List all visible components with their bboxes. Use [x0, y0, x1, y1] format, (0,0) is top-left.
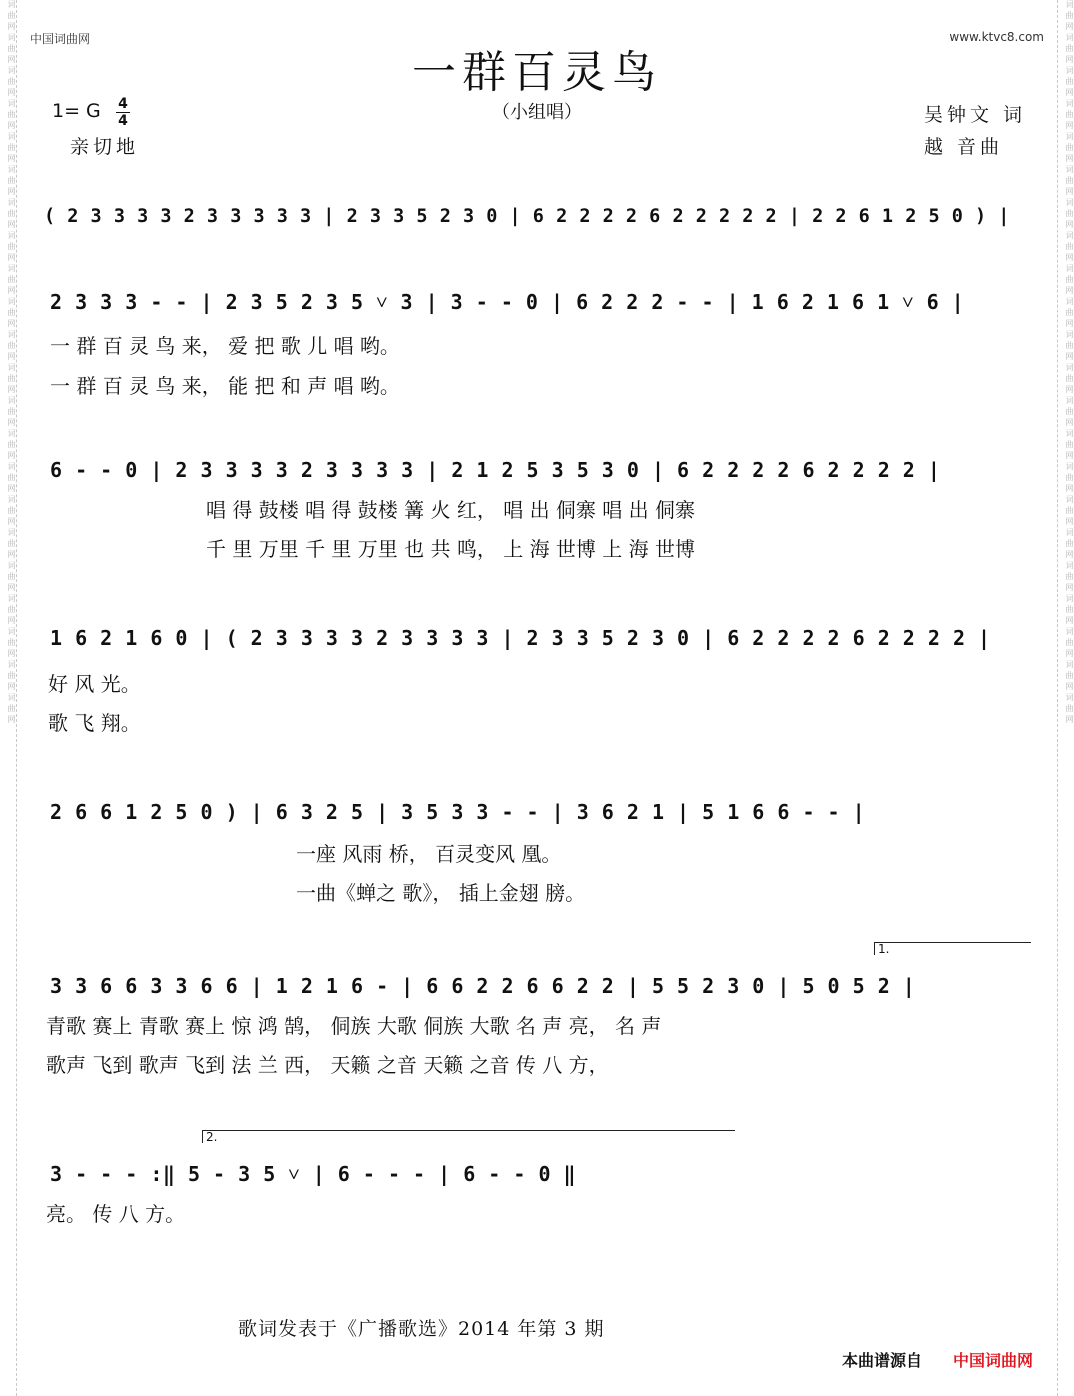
key-signature: 1= G — [52, 100, 101, 122]
lyric-line-5b: 一曲《蝉之 歌》， 插上金翅 膀。 — [296, 881, 586, 905]
first-ending-bracket — [874, 942, 1031, 955]
lyricist-credit: 吴钟文 词 — [924, 104, 1027, 126]
publication-note: 歌词发表于《广播歌选》2014 年第 3 期 — [238, 1318, 605, 1340]
notation-line-2: 2 3 3 3 - - | 2 3 5 2 3 5 ˅ 3 | 3 - - 0 | 6 2 2 2 - - | 1 6 2 1 6 1 ˅ 6 | — [50, 290, 965, 314]
notation-line-4: 1 6 2 1 6 0 | ( 2 3 3 3 3 2 3 3 3 3 | 2 3 3 5 2 3 0 | 6 2 2 2 2 6 2 2 2 2 | — [50, 626, 991, 650]
lyric-line-3a: 唱 得 鼓楼 唱 得 鼓楼 篝 火 红， 唱 出 侗寨 唱 出 侗寨 — [206, 498, 696, 522]
second-ending-label: 2. — [206, 1130, 218, 1144]
source-label: 本曲谱源自 — [842, 1351, 923, 1370]
lyric-line-7a: 亮。 传 八 方。 — [46, 1202, 186, 1226]
lyric-line-2a: 一 群 百 灵 鸟 来， 爱 把 歌 儿 唱 哟。 — [50, 334, 400, 358]
notation-line-1: ( 2 3 3 3 3 2 3 3 3 3 3 | 2 3 3 5 2 3 0 | 6 2 2 2 2 6 2 2 2 2 2 | 2 2 6 1 2 5 0 ) | — [44, 206, 1010, 227]
song-subtitle: （小组唱） — [492, 102, 582, 123]
composer-credit: 越 音曲 — [924, 136, 1004, 158]
notation-line-3: 6 - - 0 | 2 3 3 3 3 2 3 3 3 3 | 2 1 2 5 3 5 3 0 | 6 2 2 2 2 6 2 2 2 2 | — [50, 458, 941, 482]
notation-line-5: 2 6 6 1 2 5 0 ) | 6 3 2 5 | 3 5 3 3 - - | 3 6 2 1 | 5 1 6 6 - - | — [50, 800, 866, 824]
left-margin-line — [16, 0, 17, 1396]
lyric-line-6a: 青歌 赛上 青歌 赛上 惊 鸿 鹄， 侗族 大歌 侗族 大歌 名 声 亮， 名 声 — [46, 1014, 662, 1038]
second-ending-bracket — [202, 1130, 735, 1143]
lyric-line-4b: 歌 飞 翔。 — [48, 711, 141, 735]
lyric-line-5a: 一座 风雨 桥， 百灵变风 凰。 — [296, 842, 562, 866]
source-site-link[interactable]: 中国词曲网 — [953, 1351, 1034, 1370]
lyric-line-4a: 好 风 光。 — [48, 672, 141, 696]
song-title: 一群百灵鸟 — [412, 47, 662, 98]
notation-line-7: 3 - - - :‖ 5 - 3 5 ˅ | 6 - - - | 6 - - 0 ‖ — [50, 1162, 577, 1186]
left-watermark: 词曲网词曲网词曲网词曲网词曲网词曲网词曲网词曲网词曲网词曲网词曲网词曲网词曲网词曲网词曲网词曲网词曲网词曲网词曲网词曲网词曲网词曲网 — [7, 0, 16, 726]
time-sig-bottom: 4 — [118, 113, 128, 129]
right-margin-line — [1057, 0, 1058, 1396]
site-name-left[interactable]: 中国词曲网 — [30, 32, 91, 46]
notation-line-6: 3 3 6 6 3 3 6 6 | 1 2 1 6 - | 6 6 2 2 6 6 2 2 | 5 5 2 3 0 | 5 0 5 2 | — [50, 974, 916, 998]
first-ending-label: 1. — [878, 942, 890, 956]
lyric-line-6b: 歌声 飞到 歌声 飞到 法 兰 西， 天籁 之音 天籁 之音 传 八 方， — [46, 1053, 609, 1077]
time-sig-top: 4 — [118, 96, 128, 112]
lyric-line-2b: 一 群 百 灵 鸟 来， 能 把 和 声 唱 哟。 — [50, 374, 400, 398]
tempo-marking: 亲切地 — [70, 136, 140, 158]
site-url-right[interactable]: www.ktvc8.com — [949, 30, 1044, 44]
lyric-line-3b: 千 里 万里 千 里 万里 也 共 鸣， 上 海 世博 上 海 世博 — [206, 537, 696, 561]
right-watermark: 词曲网词曲网词曲网词曲网词曲网词曲网词曲网词曲网词曲网词曲网词曲网词曲网词曲网词曲网词曲网词曲网词曲网词曲网词曲网词曲网词曲网词曲网 — [1065, 0, 1074, 726]
time-signature — [116, 96, 130, 129]
